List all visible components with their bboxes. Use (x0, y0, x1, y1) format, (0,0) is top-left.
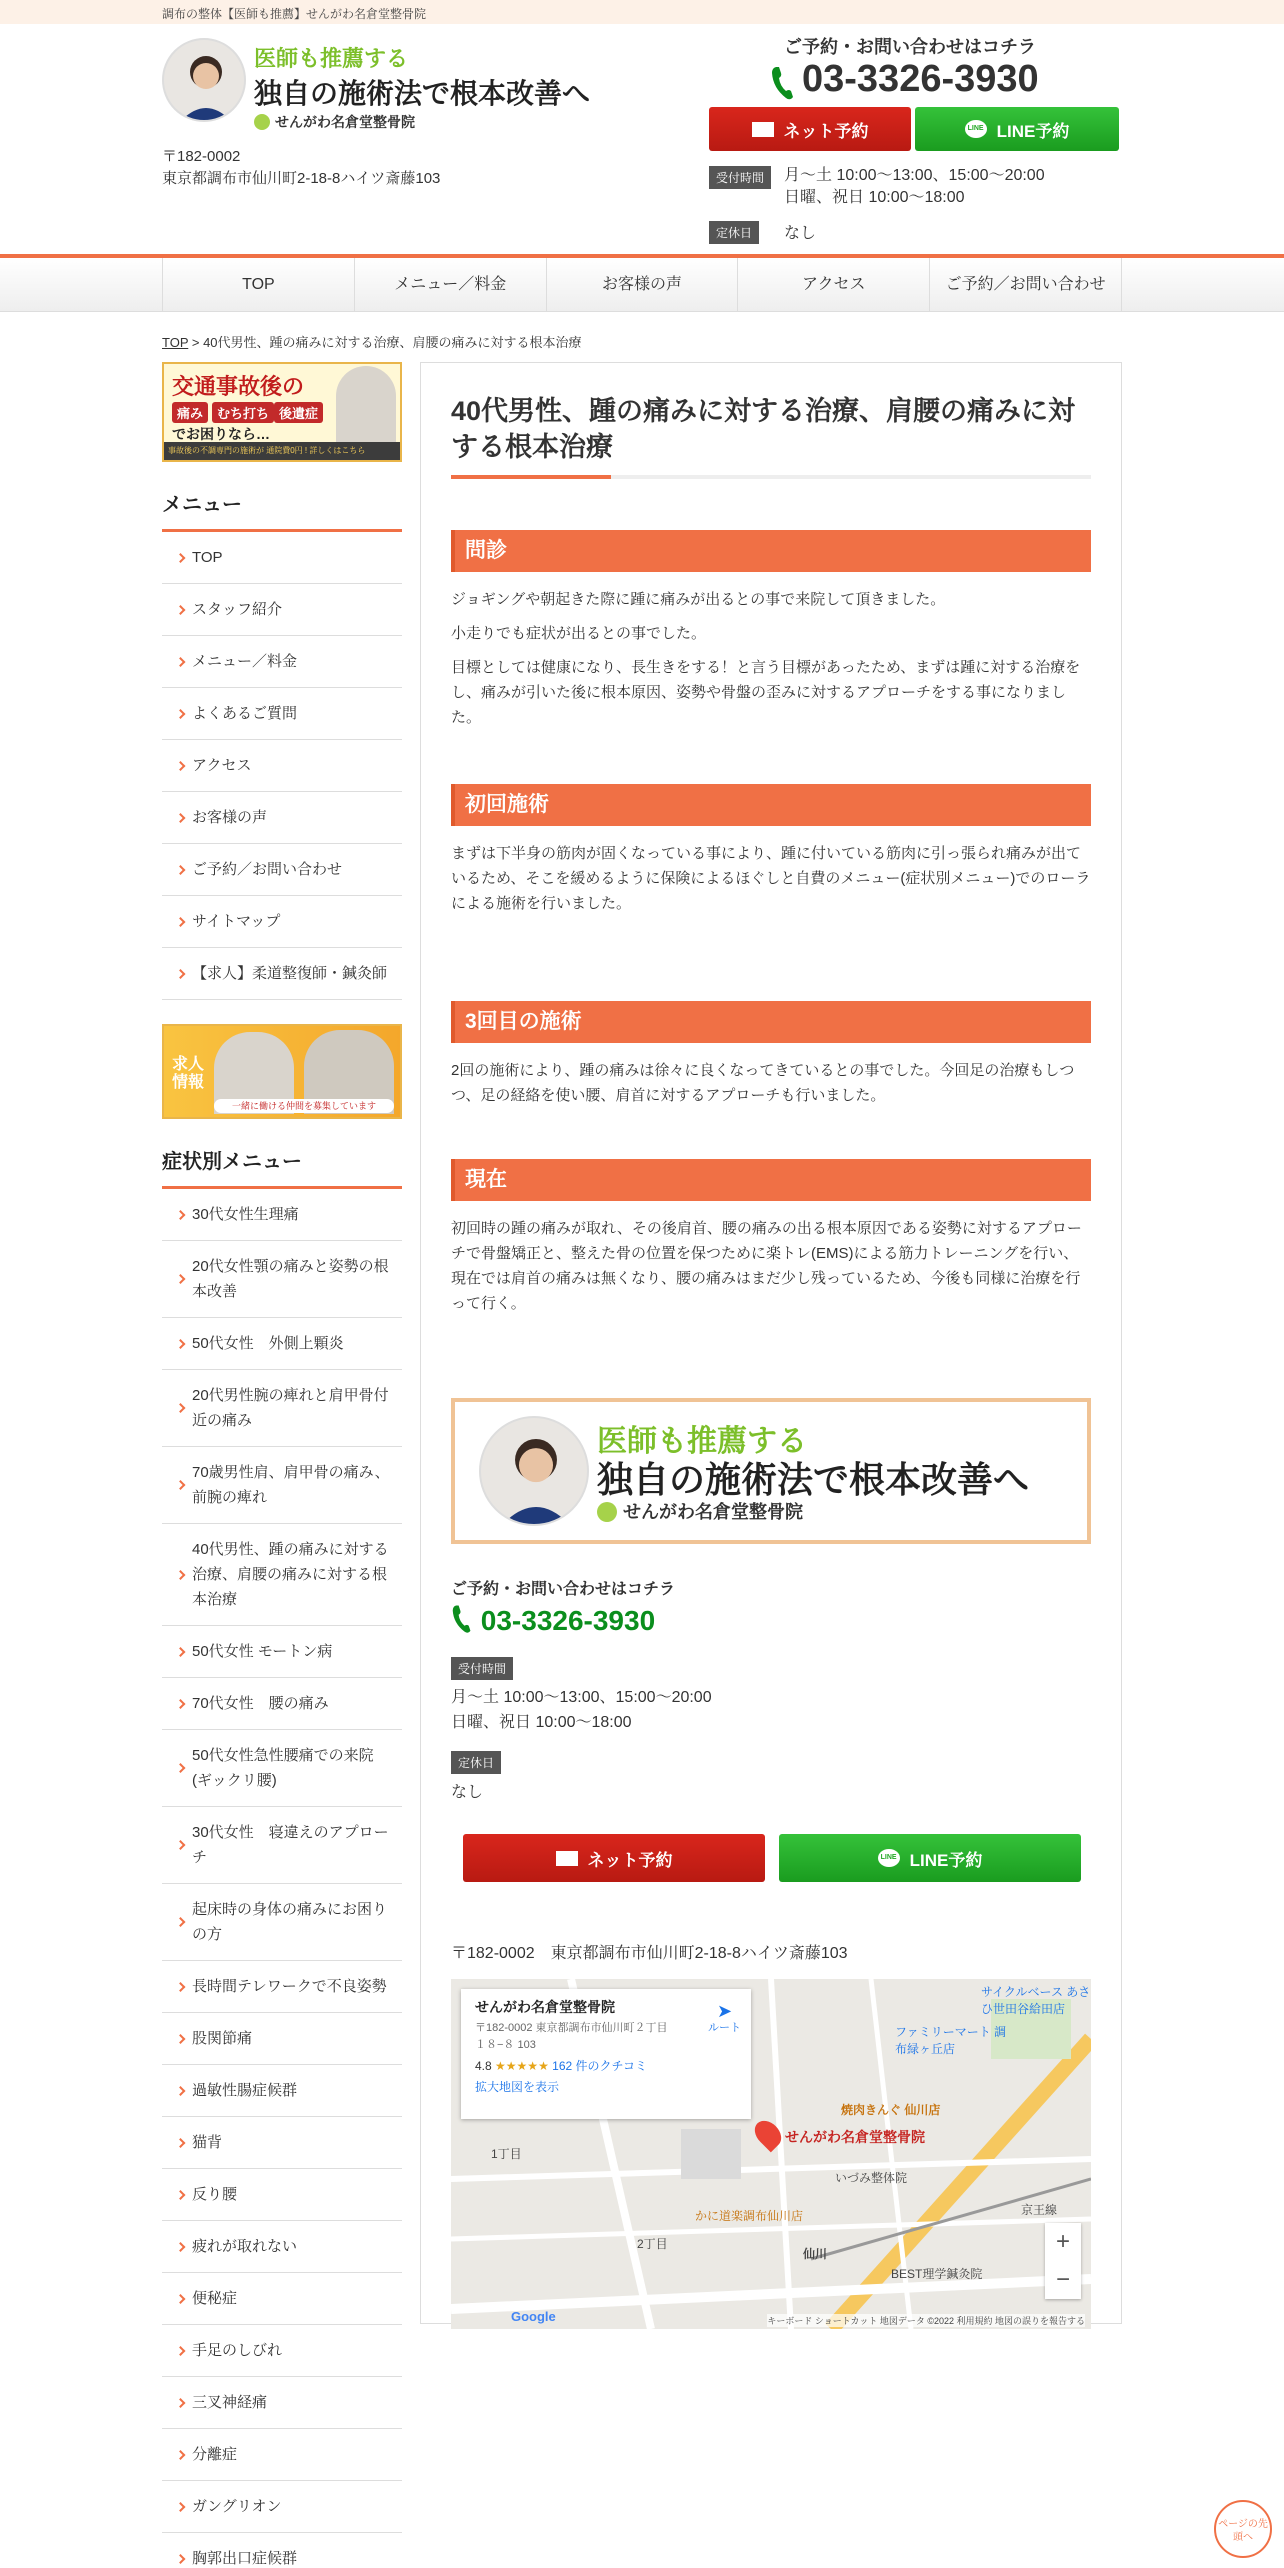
closed-days: なし (451, 1784, 484, 1801)
page-title: 40代男性、踵の痛みに対する治療、肩腰の痛みに対する根本治療 (451, 396, 1076, 462)
title-underline (451, 475, 1091, 479)
map-label: BEST理学鍼灸院 (891, 2267, 983, 2281)
clinic-address: 〒182-0002 東京都調布市仙川町2-18-8ハイツ斎藤103 (451, 1945, 848, 1962)
symptom-item[interactable]: 胸郭出口症候群 (162, 2533, 402, 2568)
flower-icon (597, 1502, 617, 1522)
map-label: ファミリーマート 調布緑ヶ丘店 (895, 2025, 1007, 2056)
symptom-item[interactable]: 猫背 (162, 2117, 402, 2169)
menu-item[interactable]: お客様の声 (162, 792, 402, 844)
top-bar (0, 0, 1284, 24)
net-reserve-button[interactable]: ネット予約 (463, 1834, 765, 1882)
map-label: 1丁目 (491, 2147, 522, 2161)
symptom-item[interactable]: 40代男性、踵の痛みに対する治療、肩腰の痛みに対する根本治療 (162, 1524, 402, 1626)
mail-icon (752, 122, 774, 137)
site-tagline: 調布の整体【医師も推薦】せんがわ名倉堂整骨院 (162, 7, 427, 21)
site-logo[interactable] (162, 38, 592, 128)
section-heading: 3回目の施術 (451, 1001, 1091, 1043)
business-hours: 月〜土 10:00〜13:00、15:00〜20:00 日曜、祝日 10:00〜18:00 (451, 1689, 712, 1731)
closed-label: 定休日 (451, 1751, 501, 1774)
symptom-item[interactable]: 手足のしびれ (162, 2325, 402, 2377)
header-address: 〒182-0002 東京都調布市仙川町2-18-8ハイツ斎藤103 (162, 148, 441, 187)
symptom-item[interactable]: 起床時の身体の痛みにお困りの方 (162, 1884, 402, 1961)
zoom-out-button[interactable]: − (1055, 2266, 1070, 2293)
breadcrumb-current: > 40代男性、踵の痛みに対する治療、肩腰の痛みに対する根本治療 (188, 335, 582, 350)
logo-clinic-name: せんがわ名倉堂整骨院 (254, 112, 415, 132)
section-body: 初回時の踵の痛みが取れ、その後肩首、腰の痛みの出る根本原因である姿勢に対するアプローチで骨盤矯正と、整えた骨の位置を保つために楽トレ(EMS)による筋力トレーニングを行い、現在では肩首の痛みは無くなり、腰の痛みはまだ少し残っているため、今後も同様に治療を行って行く。 (451, 1220, 1082, 1312)
map-label: 仙川 (803, 2247, 828, 2261)
symptom-item[interactable]: 股関節痛 (162, 2013, 402, 2065)
menu-item[interactable]: スタッフ紹介 (162, 584, 402, 636)
symptom-item[interactable]: 過敏性腸症候群 (162, 2065, 402, 2117)
directions-icon: ➤ (716, 2001, 733, 2021)
nav-menu-price[interactable]: メニュー／料金 (354, 258, 546, 312)
menu-item[interactable]: サイトマップ (162, 896, 402, 948)
menu-item[interactable]: 【求人】柔道整復師・鍼灸師 (162, 948, 402, 1000)
symptom-item[interactable]: 30代女性 寝違えのアプローチ (162, 1807, 402, 1884)
global-nav (0, 258, 1284, 312)
section-heading: 現在 (451, 1159, 1091, 1201)
nav-top[interactable]: TOP (162, 258, 354, 312)
mail-icon (556, 1851, 578, 1866)
contact-heading: ご予約・お問い合わせはコチラ (784, 37, 1036, 57)
line-icon: LINE (878, 1849, 900, 1867)
nav-contact[interactable]: ご予約／お問い合わせ (929, 258, 1122, 312)
closed-label: 定休日 (709, 221, 759, 244)
breadcrumb (162, 332, 582, 351)
symptom-item[interactable]: 三叉神経痛 (162, 2377, 402, 2429)
map-label: いづみ整体院 (835, 2171, 908, 2185)
phone-icon (770, 64, 796, 102)
symptom-item[interactable]: 便秘症 (162, 2273, 402, 2325)
menu-list (162, 532, 402, 1000)
logo-headline: 独自の施術法で根本改善へ (254, 78, 591, 109)
route-button[interactable]: ➤ ルート (708, 2001, 741, 2034)
line-icon: LINE (965, 120, 987, 138)
header (0, 24, 1284, 254)
doctor-photo (479, 1416, 589, 1526)
contact-heading: ご予約・お問い合わせはコチラ (451, 1581, 676, 1598)
pin-label: せんがわ名倉堂整骨院 (785, 2129, 925, 2145)
enlarge-map-link[interactable]: 拡大地図を表示 (475, 2080, 560, 2094)
map-label: 焼肉きんぐ 仙川店 (841, 2103, 941, 2117)
symptom-item[interactable]: 長時間テレワークで不良姿勢 (162, 1961, 402, 2013)
symptom-item[interactable]: 50代女性 外側上顆炎 (162, 1318, 402, 1370)
menu-item[interactable]: TOP (162, 532, 402, 584)
header-phone[interactable]: 03-3326-3930 (802, 58, 1039, 100)
symptom-item[interactable]: 20代男性腕の痺れと肩甲骨付近の痛み (162, 1370, 402, 1447)
symptom-item[interactable]: 50代女性急性腰痛での来院(ギックリ腰) (162, 1730, 402, 1807)
symptom-item[interactable]: 70歳男性肩、肩甲骨の痛み、前腕の痺れ (162, 1447, 402, 1524)
symptom-item[interactable]: 70代女性 腰の痛み (162, 1678, 402, 1730)
menu-item[interactable]: アクセス (162, 740, 402, 792)
google-logo: Google (511, 2309, 556, 2324)
line-reserve-button[interactable]: LINE LINE予約 (779, 1834, 1081, 1882)
section-body: 2回の施術により、踵の痛みは徐々に良くなってきているとの事でした。今回足の治療もしつつ、足の経絡を使い腰、肩首に対するアプローチも行いました。 (451, 1062, 1075, 1104)
nav-access[interactable]: アクセス (737, 258, 929, 312)
symptom-item[interactable]: 分離症 (162, 2429, 402, 2481)
hours-label: 受付時間 (451, 1657, 513, 1680)
zoom-controls[interactable] (1045, 2223, 1081, 2299)
menu-item[interactable]: メニュー／料金 (162, 636, 402, 688)
clinic-banner[interactable]: 医師も推薦する 独自の施術法で根本改善へ せんがわ名倉堂整骨院 (451, 1398, 1091, 1544)
map-label: かに道楽調布仙川店 (695, 2209, 804, 2223)
hours-label: 受付時間 (709, 166, 771, 189)
section-heading: 初回施術 (451, 784, 1091, 826)
traffic-accident-banner[interactable]: 交通事故後の 痛み むち打ち 後遺症 でお困りなら… 事故後の不調専門の施術が 通院費0円 ! 詳しくはこちら (162, 362, 402, 462)
menu-item[interactable]: よくあるご質問 (162, 688, 402, 740)
flower-icon (254, 114, 270, 130)
map-label: 2丁目 (637, 2237, 668, 2251)
zoom-in-button[interactable]: + (1055, 2228, 1070, 2255)
google-map[interactable] (451, 1979, 1091, 2329)
doctor-photo (162, 38, 246, 122)
place-card (461, 1989, 751, 2119)
business-hours: 月〜土 10:00〜13:00、15:00〜20:00 日曜、祝日 10:00〜18:00 (784, 167, 1045, 206)
menu-item[interactable]: ご予約／お問い合わせ (162, 844, 402, 896)
closed-days: なし (784, 225, 817, 242)
back-to-top-button[interactable]: ページの先頭へ (1214, 2500, 1272, 2558)
net-reserve-button[interactable]: ネット予約 (709, 107, 911, 151)
symptom-menu-list (162, 1189, 402, 2568)
map-label: サイクルベース あさひ世田谷給田店 (981, 1985, 1091, 2016)
map-footer[interactable]: キーボード ショートカット 地図データ ©2022 利用規約 地図の誤りを報告する (767, 2316, 1085, 2326)
symptom-item[interactable]: 20代女性顎の痛みと姿勢の根本改善 (162, 1241, 402, 1318)
map-label: 京王線 (1021, 2203, 1058, 2217)
sidebar (162, 362, 402, 2568)
place-name: せんがわ名倉堂整骨院 (475, 1999, 615, 2015)
staff-photo (336, 366, 396, 442)
place-rating: 4.8 ★★★★★ 162 件のクチコミ (475, 2059, 648, 2073)
section-body: まずは下半身の筋肉が固くなっている事により、踵に付いている筋肉に引っ張られ痛みが出ているため、そこを緩めるように保険によるほぐしと自費のメニュー(症状別メニュー)でのローラによる施術を行いました。 (451, 845, 1091, 912)
section-body: ジョギングや朝起きた際に踵に痛みが出るとの事で来院して頂きました。 小走りでも症状が出るとの事でした。 目標としては健康になり、長生きをする！と言う目標があったため、まずは踵に対する治療をし、痛みが引いた後に根本原因、姿勢や骨盤の歪みに対するアプローチをする事になりました。 (451, 591, 1081, 726)
recruit-banner[interactable]: 求人情報 一緒に働ける仲間を募集しています (162, 1024, 402, 1119)
place-address: 〒182-0002 東京都調布市仙川町２丁目１８−８ 103 (475, 2022, 668, 2051)
nav-voices[interactable]: お客様の声 (546, 258, 738, 312)
main-content (420, 362, 1122, 2324)
logo-tagline: 医師も推薦する (254, 46, 409, 71)
symptom-item[interactable]: 50代女性 モートン病 (162, 1626, 402, 1678)
symptom-item[interactable]: 反り腰 (162, 2169, 402, 2221)
section-heading: 問診 (451, 530, 1091, 572)
symptom-menu-heading: 症状別メニュー (162, 1145, 402, 1189)
breadcrumb-home[interactable]: TOP (162, 335, 189, 350)
symptom-item[interactable]: ガングリオン (162, 2481, 402, 2533)
phone-icon (451, 1603, 473, 1635)
menu-heading: メニュー (162, 488, 402, 532)
line-reserve-button[interactable]: LINE LINE予約 (915, 107, 1119, 151)
symptom-item[interactable]: 疲れが取れない (162, 2221, 402, 2273)
contact-phone[interactable]: 03-3326-3930 (451, 1603, 655, 1637)
symptom-item[interactable]: 30代女性生理痛 (162, 1189, 402, 1241)
